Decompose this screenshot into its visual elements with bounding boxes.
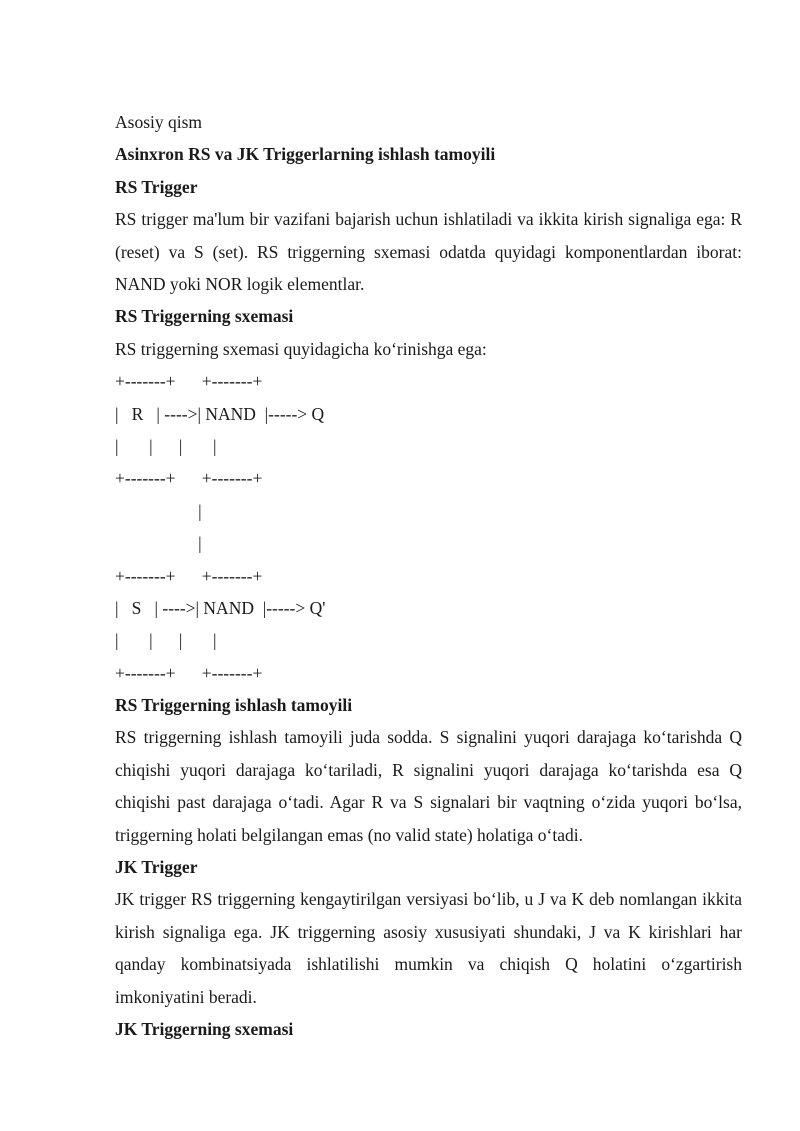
document-title: Asinxron RS va JK Triggerlarning ishlash tamoyili	[115, 144, 496, 165]
rs-principle-heading: RS Triggerning ishlash tamoyili	[115, 695, 353, 716]
diagram-line: +-------+ +-------+	[115, 371, 263, 392]
rs-scheme-heading: RS Triggerning sxemasi	[115, 306, 294, 327]
jk-trigger-paragraph: JK trigger RS triggerning kengaytirilgan versiyasi bo‘lib, u J va K deb nomlangan ikkita kirish signaliga ega. JK triggerning asosiy xususiyati shundaki, J va K kirishlari har qanday kombinatsiyada ishlatilishi mumkin va chiqish Q holatini o‘zgartirish imkoniyatini beradi.	[115, 889, 742, 1007]
diagram-line: |	[115, 500, 202, 521]
rs-principle-paragraph: RS triggerning ishlash tamoyili juda sodda. S signalini yuqori darajaga ko‘tarishda Q chiqishi yuqori darajaga ko‘tariladi, R signalini yuqori darajaga ko‘tarishda esa Q chiqishi past darajaga o‘tadi. Agar R va S signalari bir vaqtning o‘zida yuqori bo‘lsa, triggerning holati belgilangan emas (no valid state) holatiga o‘tadi.	[115, 727, 742, 845]
diagram-line: +-------+ +-------+	[115, 565, 263, 586]
rs-trigger-heading: RS Trigger	[115, 176, 198, 197]
jk-scheme-heading: JK Triggerning sxemasi	[115, 1019, 294, 1040]
diagram-line: |	[115, 533, 202, 554]
rs-trigger-paragraph: RS trigger ma'lum bir vazifani bajarish uchun ishlatiladi va ikkita kirish signaliga ega: R (reset) va S (set). RS triggerning sxemasi odatda quyidagi komponentlardan iborat: NAND yoki NOR logik elementlar.	[115, 209, 742, 294]
diagram-line: | S | ---->| NAND |-----> Q'	[115, 597, 326, 618]
section-intro: Asosiy qism	[115, 112, 203, 132]
jk-trigger-heading: JK Trigger	[115, 857, 198, 878]
document-page	[115, 106, 742, 1046]
diagram-line: | R | ---->| NAND |-----> Q	[115, 403, 325, 424]
rs-trigger-diagram	[115, 365, 742, 689]
diagram-line: | | | |	[115, 435, 217, 456]
diagram-line: | | | |	[115, 630, 217, 651]
diagram-line: +-------+ +-------+	[115, 662, 263, 683]
rs-scheme-intro: RS triggerning sxemasi quyidagicha ko‘rinishga ega:	[115, 338, 487, 359]
diagram-line: +-------+ +-------+	[115, 468, 263, 489]
